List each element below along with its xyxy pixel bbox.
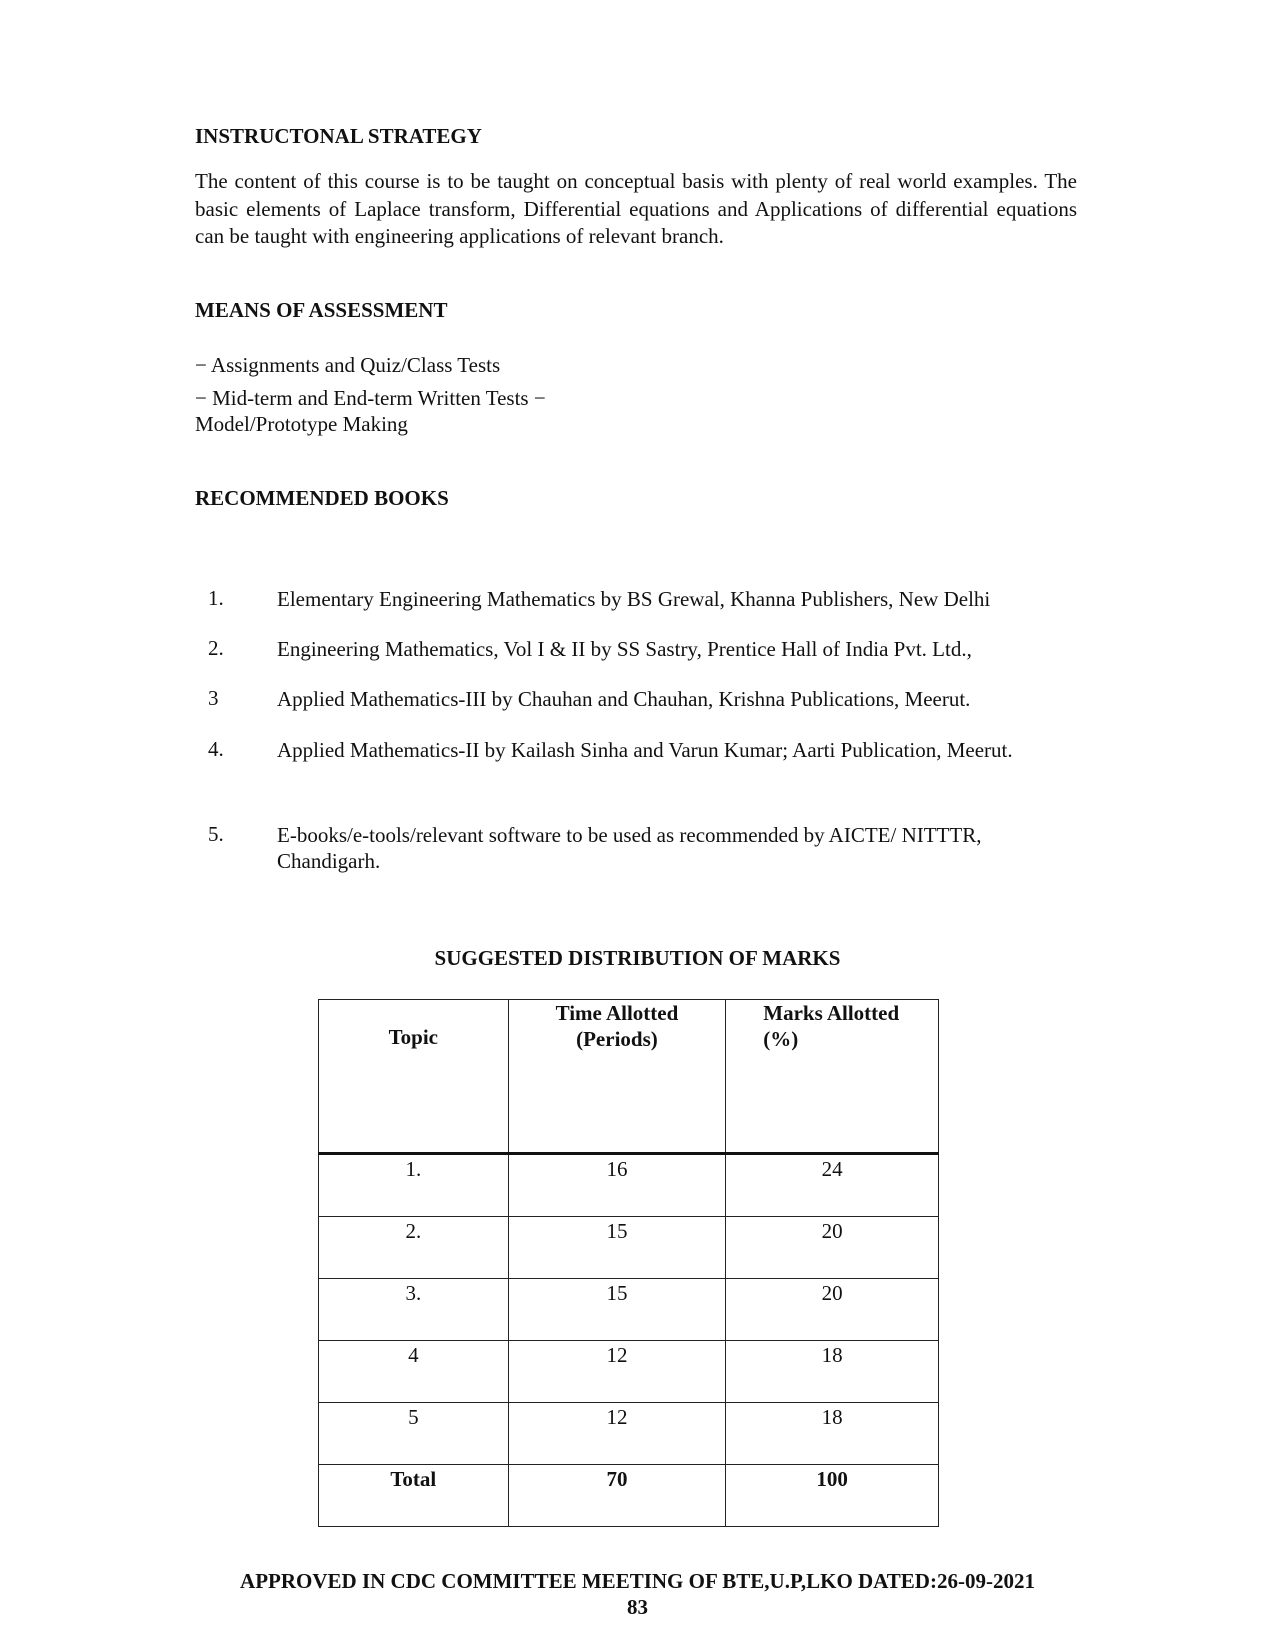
header-marks-line1: Marks Allotted xyxy=(763,1001,900,1025)
means-of-assessment-heading: MEANS OF ASSESSMENT xyxy=(195,298,448,322)
book-title: E-books/e-tools/relevant software to be used as recommended by AICTE/ NITTTR, Chandigarh. xyxy=(277,823,982,873)
cell-total-label: Total xyxy=(319,1465,509,1527)
book-number: 2. xyxy=(208,636,224,660)
cell-marks: 20 xyxy=(726,1217,939,1279)
assessment-item: − Mid-term and End-term Written Tests − xyxy=(195,386,546,410)
page-number: 83 xyxy=(627,1595,648,1619)
header-marks-allotted xyxy=(726,1000,939,1154)
book-title: Engineering Mathematics, Vol I & II by SS Sastry, Prentice Hall of India Pvt. Ltd., xyxy=(277,637,972,661)
book-number: 5. xyxy=(208,822,224,846)
book-title: Applied Mathematics-III by Chauhan and Chauhan, Krishna Publications, Meerut. xyxy=(277,687,971,711)
table-row xyxy=(319,1341,939,1403)
book-title: Applied Mathematics-II by Kailash Sinha and Varun Kumar; Aarti Publication, Meerut. xyxy=(277,738,1013,762)
cell-topic: 5 xyxy=(319,1403,509,1465)
instructional-strategy-heading: INSTRUCTONAL STRATEGY xyxy=(195,124,482,148)
marks-table-caption: SUGGESTED DISTRIBUTION OF MARKS xyxy=(434,946,841,970)
cell-marks: 24 xyxy=(726,1154,939,1217)
cell-topic: 3. xyxy=(319,1279,509,1341)
approval-footer: APPROVED IN CDC COMMITTEE MEETING OF BTE,U.P,LKO DATED:26-09-2021 xyxy=(240,1569,1035,1593)
cell-total-time: 70 xyxy=(508,1465,726,1527)
header-time-line2: (Periods) xyxy=(576,1027,658,1051)
cell-topic: 2. xyxy=(319,1217,509,1279)
cell-total-marks: 100 xyxy=(726,1465,939,1527)
cell-marks: 18 xyxy=(726,1341,939,1403)
cell-time: 12 xyxy=(508,1403,726,1465)
cell-time: 15 xyxy=(508,1279,726,1341)
cell-marks: 20 xyxy=(726,1279,939,1341)
cell-marks: 18 xyxy=(726,1403,939,1465)
header-topic: Topic xyxy=(319,1000,509,1154)
assessment-item: Model/Prototype Making xyxy=(195,412,408,436)
table-row xyxy=(319,1279,939,1341)
table-header-row xyxy=(319,1000,939,1154)
book-number: 1. xyxy=(208,586,224,610)
table-row xyxy=(319,1403,939,1465)
book-title: Elementary Engineering Mathematics by BS Grewal, Khanna Publishers, New Delhi xyxy=(277,587,991,611)
header-time-line1: Time Allotted xyxy=(555,1001,679,1025)
cell-time: 15 xyxy=(508,1217,726,1279)
header-marks-line2: (%) xyxy=(763,1027,799,1051)
cell-topic: 4 xyxy=(319,1341,509,1403)
cell-time: 16 xyxy=(508,1154,726,1217)
table-row xyxy=(319,1217,939,1279)
cell-time: 12 xyxy=(508,1341,726,1403)
book-number: 3 xyxy=(208,686,219,710)
instructional-strategy-paragraph: The content of this course is to be taught on conceptual basis with plenty of real world examples. The basic elements of Laplace transform, Differential equations and Applications of differential equations can be taught with engineering applications of relevant branch. xyxy=(195,169,1077,248)
marks-distribution-table xyxy=(318,999,939,1527)
book-number: 4. xyxy=(208,737,224,761)
table-row xyxy=(319,1154,939,1217)
cell-topic: 1. xyxy=(319,1154,509,1217)
assessment-item: − Assignments and Quiz/Class Tests xyxy=(195,353,501,377)
recommended-books-heading: RECOMMENDED BOOKS xyxy=(195,486,449,510)
header-time-allotted xyxy=(508,1000,726,1154)
table-total-row xyxy=(319,1465,939,1527)
